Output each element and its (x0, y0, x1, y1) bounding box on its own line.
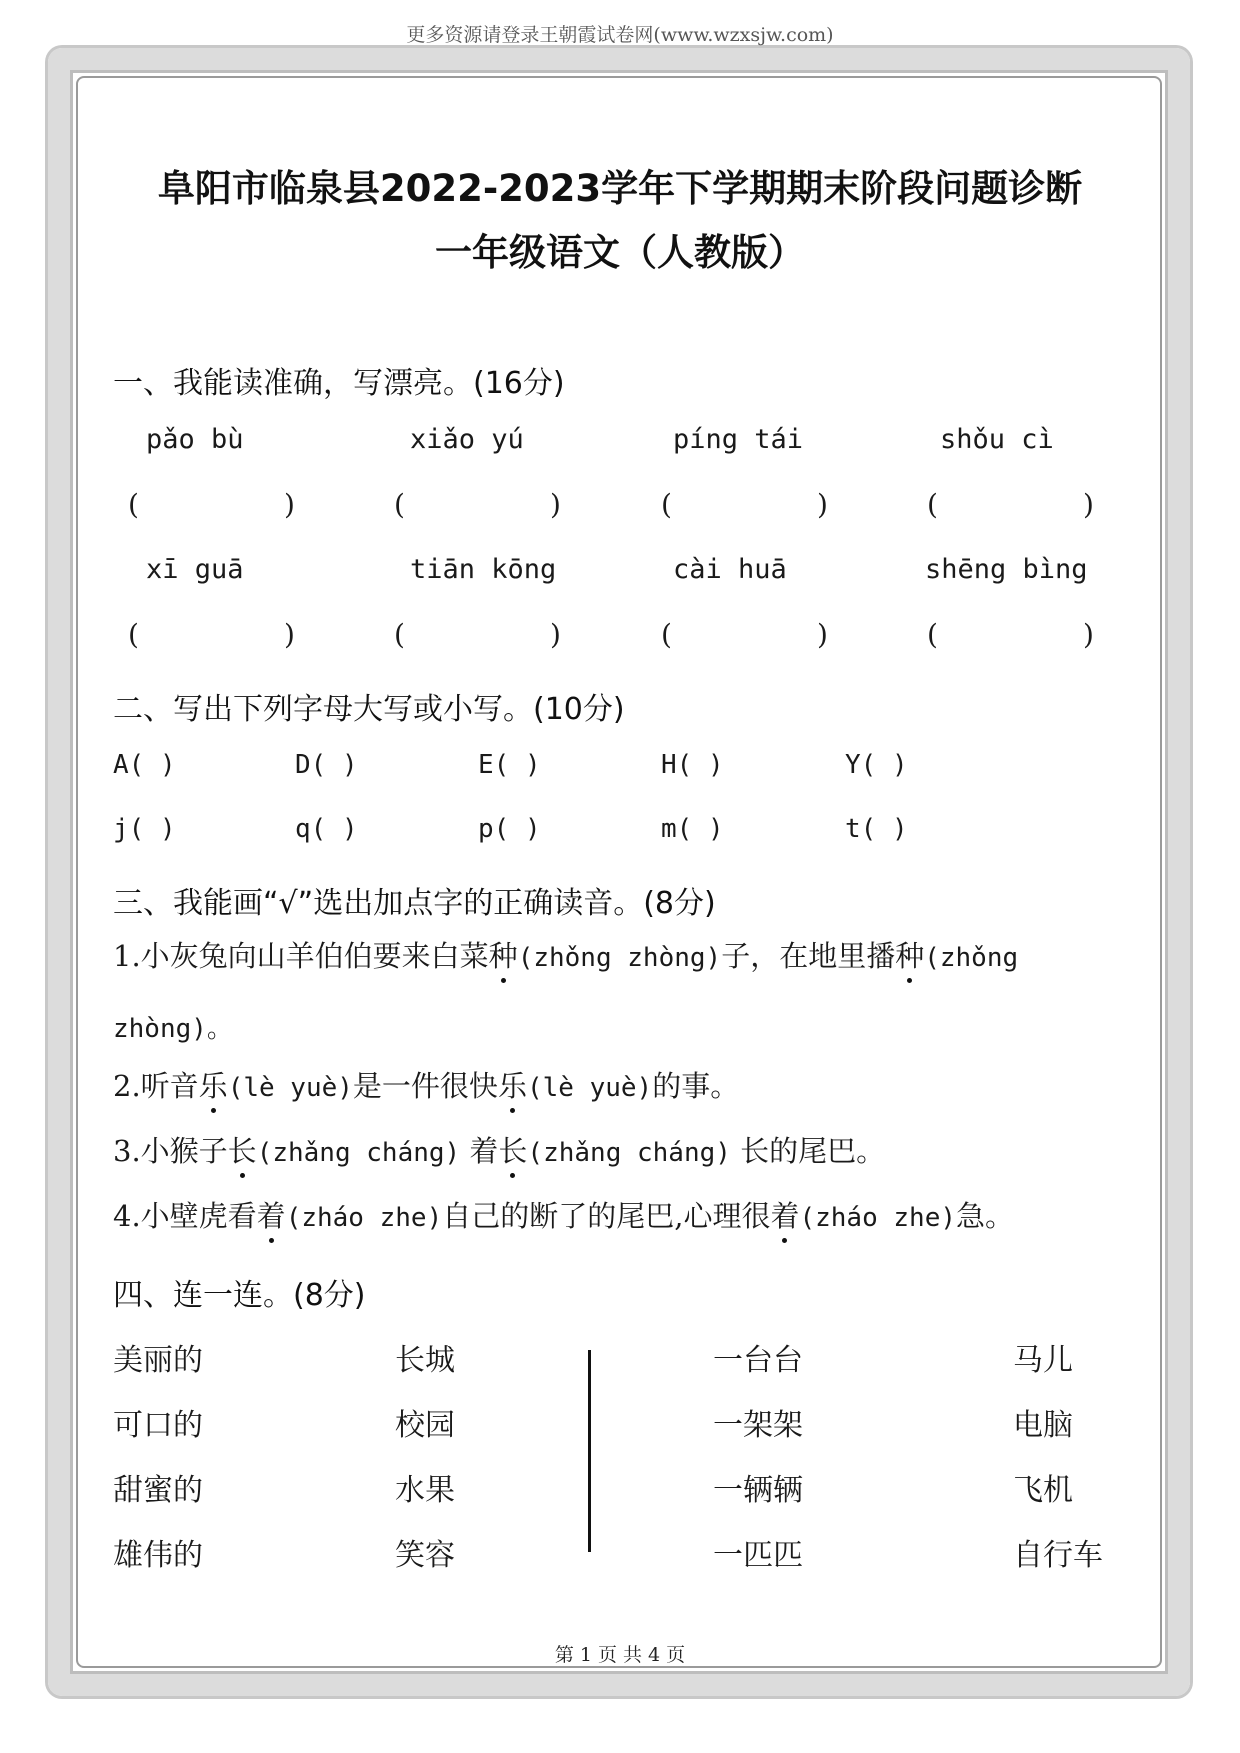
pinyin-choice[interactable]: (zhǒng zhòng) (517, 943, 722, 973)
letter-blank[interactable]: j( ) (113, 814, 176, 844)
pinyin-item: tiān kōng (410, 554, 557, 585)
pinyin-item: píng tái (673, 424, 804, 455)
match-noun[interactable]: 笑容 (395, 1538, 455, 1573)
dotted-char: 乐 (199, 1064, 228, 1105)
pinyin-item: shǒu cì (940, 424, 1054, 455)
question-3 (113, 1129, 885, 1170)
match-object[interactable]: 飞机 (1013, 1473, 1073, 1508)
pinyin-choice[interactable]: (zháo zhe) (285, 1203, 443, 1233)
section2-heading: 二、写出下列字母大写或小写。(10分) (113, 692, 625, 727)
match-noun[interactable]: 校园 (395, 1408, 455, 1443)
pinyin-choice[interactable]: (lè yuè) (526, 1073, 653, 1103)
letter-blank[interactable]: m( ) (661, 814, 724, 844)
match-adjective[interactable]: 雄伟的 (113, 1538, 203, 1573)
pinyin-item: xiǎo yú (410, 424, 524, 455)
answer-blank-row-1 (0, 488, 1240, 528)
answer-blank-open[interactable]: ( (394, 618, 405, 651)
pinyin-choice[interactable]: (zhǎng cháng) (256, 1138, 461, 1168)
answer-blank-close: ) (817, 488, 828, 521)
section4-heading: 四、连一连。(8分) (113, 1278, 366, 1313)
question-text: 着 (460, 1134, 499, 1168)
section3-heading: 三、我能画“√”选出加点字的正确读音。(8分) (113, 886, 716, 921)
letter-blank[interactable]: t( ) (845, 814, 908, 844)
answer-blank-open[interactable]: ( (128, 618, 139, 651)
match-noun[interactable]: 水果 (395, 1473, 455, 1508)
answer-blank-close: ) (550, 488, 561, 521)
match-object[interactable]: 电脑 (1013, 1408, 1073, 1443)
exam-subtitle: 一年级语文（人教版） (435, 231, 805, 274)
dotted-char: 着 (257, 1194, 286, 1235)
dotted-char: 长 (498, 1129, 527, 1170)
letter-blank[interactable]: Y( ) (845, 750, 908, 780)
question-text: 4.小壁虎看 (113, 1199, 257, 1233)
question-2 (113, 1064, 739, 1105)
answer-blank-open[interactable]: ( (394, 488, 405, 521)
answer-blank-close: ) (817, 618, 828, 651)
exam-title: 阜阳市临泉县2022-2023学年下学期期末阶段问题诊断 (157, 167, 1083, 210)
answer-blank-close: ) (550, 618, 561, 651)
letter-blank[interactable]: p( ) (478, 814, 541, 844)
question-1-continued (113, 1008, 233, 1045)
match-measure-word[interactable]: 一台台 (713, 1343, 803, 1378)
question-4 (113, 1194, 1014, 1235)
letter-row-upper (0, 750, 1240, 790)
letter-blank[interactable]: H( ) (661, 750, 724, 780)
answer-blank-close: ) (284, 488, 295, 521)
pinyin-item: shēng bìng (925, 554, 1088, 585)
pinyin-item: cài huā (673, 554, 787, 585)
letter-row-lower (0, 814, 1240, 854)
pinyin-row-2 (0, 554, 1240, 594)
column-divider (588, 1350, 591, 1552)
question-text: 自己的断了的尾巴,心理很 (442, 1199, 771, 1233)
answer-blank-open[interactable]: ( (927, 618, 938, 651)
match-adjective[interactable]: 美丽的 (113, 1343, 203, 1378)
answer-blank-open[interactable]: ( (661, 618, 672, 651)
letter-blank[interactable]: D( ) (295, 750, 358, 780)
dotted-char: 长 (228, 1129, 257, 1170)
question-text: 是一件很快 (352, 1069, 498, 1103)
match-object[interactable]: 自行车 (1013, 1538, 1103, 1573)
answer-blank-open[interactable]: ( (661, 488, 672, 521)
match-measure-word[interactable]: 一匹匹 (713, 1538, 803, 1573)
dotted-char: 种 (895, 934, 924, 975)
pinyin-choice[interactable]: (zhǒng (924, 943, 1019, 973)
question-text: 2.听音 (113, 1069, 199, 1103)
pinyin-item: pǎo bù (146, 424, 244, 455)
match-object[interactable]: 马儿 (1013, 1343, 1073, 1378)
answer-blank-open[interactable]: ( (128, 488, 139, 521)
pinyin-row-1 (0, 424, 1240, 464)
match-measure-word[interactable]: 一架架 (713, 1408, 803, 1443)
answer-blank-open[interactable]: ( (927, 488, 938, 521)
letter-blank[interactable]: E( ) (478, 750, 541, 780)
question-text: 子，在地里播 (721, 939, 896, 973)
dotted-char: 种 (489, 934, 518, 975)
answer-blank-close: ) (1083, 618, 1094, 651)
page-border (48, 48, 1190, 1696)
watermark-text: 更多资源请登录王朝霞试卷网(www.wzxsjw.com) (406, 24, 834, 46)
answer-blank-row-2 (0, 618, 1240, 658)
letter-blank[interactable]: A( ) (113, 750, 176, 780)
question-text: 长的尾巴。 (730, 1134, 886, 1168)
pinyin-item: xī guā (146, 554, 244, 585)
pinyin-choice[interactable]: (zhǎng cháng) (527, 1138, 731, 1168)
pinyin-choice[interactable]: (zháo zhe) (799, 1203, 957, 1233)
question-text: 急。 (956, 1199, 1015, 1233)
answer-blank-close: ) (1083, 488, 1094, 521)
question-text: 的事。 (652, 1069, 740, 1103)
pinyin-choice[interactable]: (lè yuè) (227, 1073, 353, 1103)
match-measure-word[interactable]: 一辆辆 (713, 1473, 803, 1508)
question-text: 1.小灰兔向山羊伯伯要来白菜 (113, 939, 489, 973)
match-adjective[interactable]: 可口的 (113, 1408, 203, 1443)
match-adjective[interactable]: 甜蜜的 (113, 1473, 203, 1508)
section1-heading: 一、我能读准确，写漂亮。(16分) (113, 366, 565, 401)
dotted-char: 乐 (498, 1064, 527, 1105)
pinyin-choice[interactable]: zhòng)。 (113, 1014, 233, 1044)
page-footer: 第 1 页 共 4 页 (554, 1644, 686, 1666)
question-1 (113, 934, 1018, 975)
question-text: 3.小猴子 (113, 1134, 228, 1168)
answer-blank-close: ) (284, 618, 295, 651)
match-noun[interactable]: 长城 (395, 1343, 455, 1378)
dotted-char: 着 (770, 1194, 799, 1235)
letter-blank[interactable]: q( ) (295, 814, 358, 844)
